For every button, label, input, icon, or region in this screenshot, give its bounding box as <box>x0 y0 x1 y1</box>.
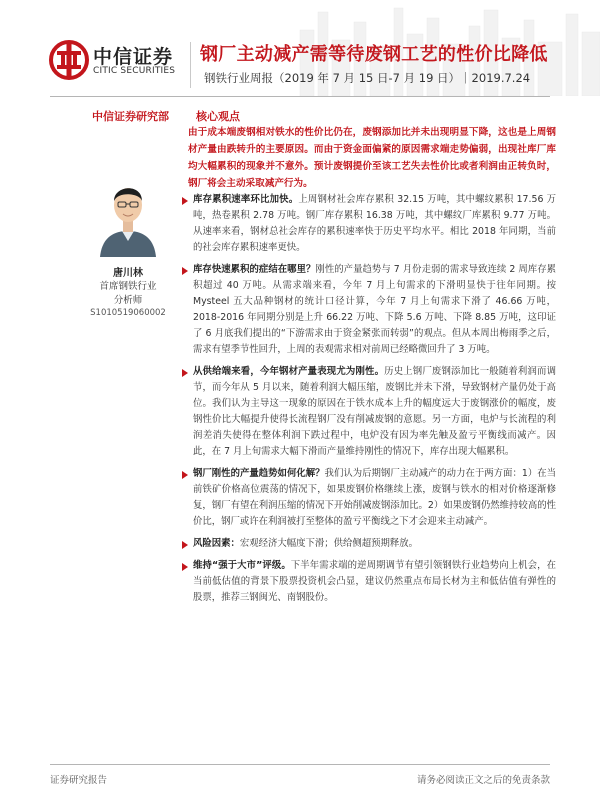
analyst-title: 首席钢铁行业 <box>99 281 157 292</box>
footer-disclaimer-note: 请务必阅读正文之后的免责条款 <box>416 775 550 786</box>
footer-rule <box>50 764 550 765</box>
key-point-item: 库存快速累积的症结在哪里？刚性的产量趋势与 7 月份走弱的需求导致连续 2 周库存累积超过 40 万吨。从需求端来看，今年 7 月上旬需求的下滑明显快于往年同期。按 Mysteel 五大品种钢材的统计口径计算，今年 7 月上旬需求下滑了 46.66 万吨，2018-2016 年同期分别是上升 66.22 万吨、下降 5.6 万吨、下降 8.85 万吨，这印证了 6 月底我们提出的“下游需求由于资金紧张而转弱”的观点。但从本周出梅雨季之后，需求有望季节性回升，上周的表观需求相对前周已经略微回升了 3 万吨。 <box>180 262 556 358</box>
brand-name-cn: 中信证券 <box>93 46 174 68</box>
key-point-item: 库存累积速率环比加快。上周钢材社会库存累积 32.15 万吨，其中螺纹累积 17.56 万吨，热卷累积 2.78 万吨。钢厂库存累积 16.38 万吨，其中螺纹厂库累积 9.77 万吨。从速率来看，钢材总社会库存的累积速率快于历史平均水平。相比 2018 年同期，当前的社会库存累积速率更快。 <box>180 192 556 256</box>
analyst-name: 唐川林 <box>113 268 143 279</box>
research-institute: 中信证券研究部 <box>92 110 169 123</box>
analyst-role: 分析师 <box>113 295 143 306</box>
header-divider <box>190 42 191 88</box>
header-rule <box>50 96 550 97</box>
report-subtitle: 钢铁行业周报（2019 年 7 月 15 日-7 月 19 日）｜2019.7.24 <box>204 71 531 85</box>
summary-paragraph: 由于成本端废钢相对铁水的性价比仍在，废钢添加比并未出现明显下降，这也是上周钢材产量由跌转升的主要原因。而由于资金面偏紧的原因需求端走势偏弱，出现社库厂库均大幅累积的现象并不意外。预计废钢提价至该工艺失去性价比或者利润由正转负时，钢厂将会主动采取减产行为。 <box>188 127 556 189</box>
key-point-item: 风险因素：宏观经济大幅度下滑；供给侧超预期释放。 <box>180 536 556 552</box>
section-heading: 核心观点 <box>196 110 240 123</box>
report-title: 钢厂主动减产需等待废钢工艺的性价比降低 <box>200 44 548 65</box>
analyst-cert-id: S1010519060002 <box>90 308 166 318</box>
key-point-item: 维持“强于大市”评级。下半年需求端的逆周期调节有望引领钢铁行业趋势向上机会，在当前低估值的背景下股票投资机会凸显，建议仍然重点布局长材为主和低估值有弹性的股票，推荐三钢闽光、南钢股份。 <box>180 558 556 606</box>
analyst-photo <box>94 171 162 257</box>
key-points-list <box>180 192 556 612</box>
footer-report-type: 证券研究报告 <box>50 775 108 786</box>
key-point-item: 从供给端来看，今年钢材产量表现尤为刚性。历史上钢厂废钢添加比一般随着利润而调节，而今年从 5 月以来，随着利润大幅压缩，废钢比并未下滑，导致钢材产量仍处于高位。我们认为主导这一现象的原因在于铁水成本上升的幅度远大于废钢涨价的幅度，废钢性价比大幅提升使得长流程钢厂没有削减废钢的意愿。另一方面，电炉与长流程的利润差消失使得在整体利润下跌过程中，电炉没有因为率先触及盈亏平衡线而减产。因此，在 7 月上旬需求大幅下滑而产量维持刚性的情况下，库存出现大幅累积。 <box>180 364 556 460</box>
key-point-item: 钢厂刚性的产量趋势如何化解？我们认为后期钢厂主动减产的动力在于两方面：1）在当前铁矿价格高位震荡的情况下，如果废钢价格继续上涨，废钢与铁水的相对价格逐渐修复，钢厂有望在利润压缩的情况下开始削减废钢添加比。2）如果废钢仍然维持较高的性价比，钢厂或许在利润被打至整体的盈亏平衡线之下才会迎来主动减产。 <box>180 466 556 530</box>
citic-logo-icon <box>49 40 89 80</box>
brand-name-en: CITIC SECURITIES <box>93 66 176 76</box>
